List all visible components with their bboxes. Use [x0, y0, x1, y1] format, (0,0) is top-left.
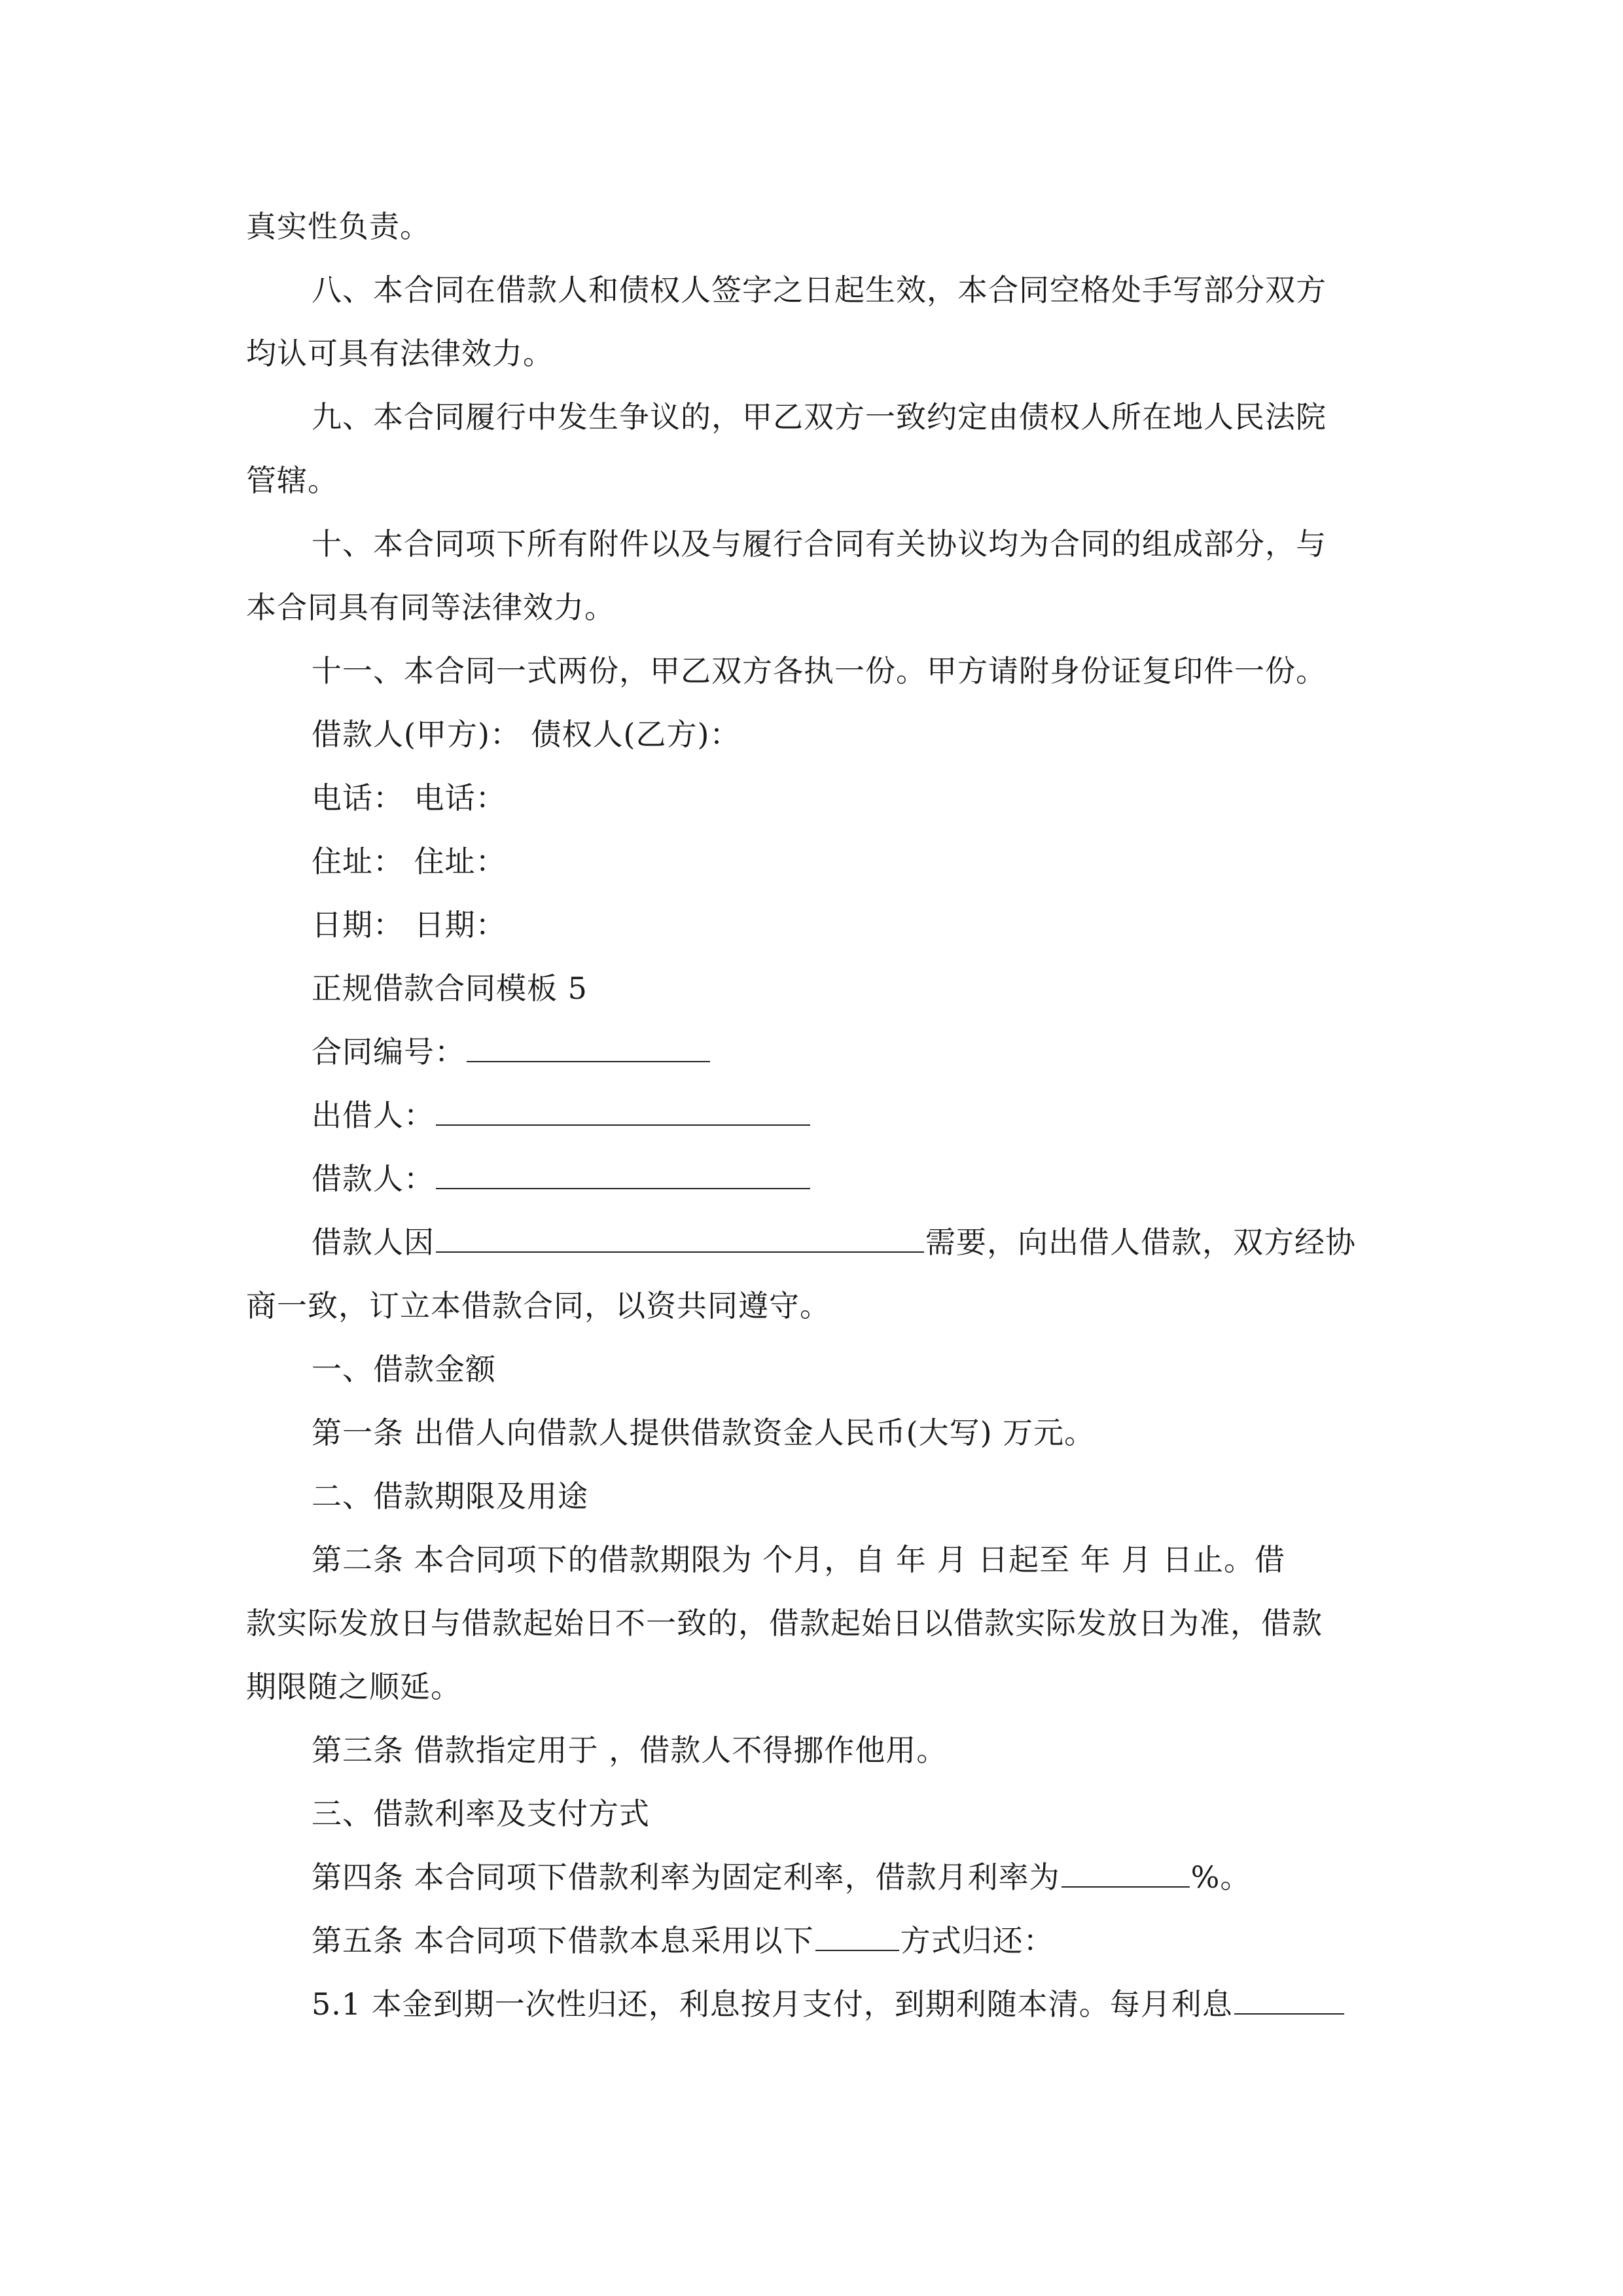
text-line: 管辖。 [246, 463, 338, 498]
percent-sign: %。 [1190, 1859, 1251, 1895]
purpose-line [246, 1211, 1377, 1274]
lender-label: 出借人： [312, 1098, 435, 1133]
article-2: 第二条 本合同项下的借款期限为 个月，自 年 月 日起至 年 月 日止。借 [312, 1542, 1285, 1577]
signature-parties: 借款人(甲方)： 债权人(乙方)： [312, 717, 741, 752]
purpose-text: 需要，向出借人借款，双方经协 [925, 1225, 1356, 1260]
lender-line [246, 1084, 1377, 1147]
interest-rate-blank [1061, 1886, 1190, 1888]
clause-9: 九、本合同履行中发生争议的，甲乙双方一致约定由债权人所在地人民法院 [312, 399, 1327, 435]
purpose-blank [436, 1251, 924, 1253]
article-4 [246, 1846, 1377, 1909]
monthly-interest-blank [1234, 2013, 1344, 2015]
address-line: 住址： 住址： [312, 844, 507, 879]
clause-8: 八、本合同在借款人和债权人签字之日起生效，本合同空格处手写部分双方 [312, 272, 1327, 308]
repayment-method-blank [815, 1949, 899, 1951]
heading-loan-term: 二、借款期限及用途 [312, 1479, 588, 1514]
article-4-text: 第四条 本合同项下借款利率为固定利率，借款月利率为 [312, 1859, 1060, 1895]
clause-5-1-text: 5.1 本金到期一次性归还，利息按月支付，到期利随本清。每月利息 [312, 1986, 1233, 2022]
text-line: 款实际发放日与借款起始日不一致的，借款起始日以借款实际发放日为准，借款 [246, 1605, 1323, 1641]
borrower-blank [436, 1187, 810, 1189]
text-line: 期限随之顺延。 [246, 1669, 461, 1704]
article-1: 第一条 出借人向借款人提供借款资金人民币(大写) 万元。 [312, 1415, 1096, 1450]
article-3: 第三条 借款指定用于 ，借款人不得挪作他用。 [312, 1732, 948, 1768]
contract-number-blank [467, 1060, 710, 1062]
contract-number-line [246, 1020, 1377, 1084]
purpose-label: 借款人因 [312, 1225, 435, 1260]
text-line: 真实性负责。 [246, 209, 431, 244]
clause-11: 十一、本合同一式两份，甲乙双方各执一份。甲方请附身份证复印件一份。 [312, 653, 1327, 689]
article-5-text: 第五条 本合同项下借款本息采用以下 [312, 1923, 814, 1958]
section-title: 正规借款合同模板 5 [312, 971, 588, 1006]
date-line: 日期： 日期： [312, 907, 507, 942]
text-line: 均认可具有法律效力。 [246, 336, 554, 371]
lender-blank [436, 1124, 810, 1126]
text-line: 本合同具有同等法律效力。 [246, 590, 615, 625]
heading-loan-amount: 一、借款金额 [312, 1352, 496, 1387]
text-line: 商一致，订立本借款合同，以资共同遵守。 [246, 1288, 830, 1323]
article-5-tail: 方式归还： [900, 1923, 1054, 1958]
borrower-label: 借款人： [312, 1161, 435, 1196]
contract-number-label: 合同编号： [312, 1034, 465, 1069]
phone-line: 电话： 电话： [312, 780, 507, 816]
article-5 [246, 1909, 1377, 1973]
document-body [246, 195, 1377, 2036]
clause-10: 十、本合同项下所有附件以及与履行合同有关协议均为合同的组成部分，与 [312, 526, 1327, 562]
clause-5-1 [246, 1973, 1377, 2036]
borrower-line [246, 1147, 1377, 1211]
heading-interest: 三、借款利率及支付方式 [312, 1796, 650, 1831]
